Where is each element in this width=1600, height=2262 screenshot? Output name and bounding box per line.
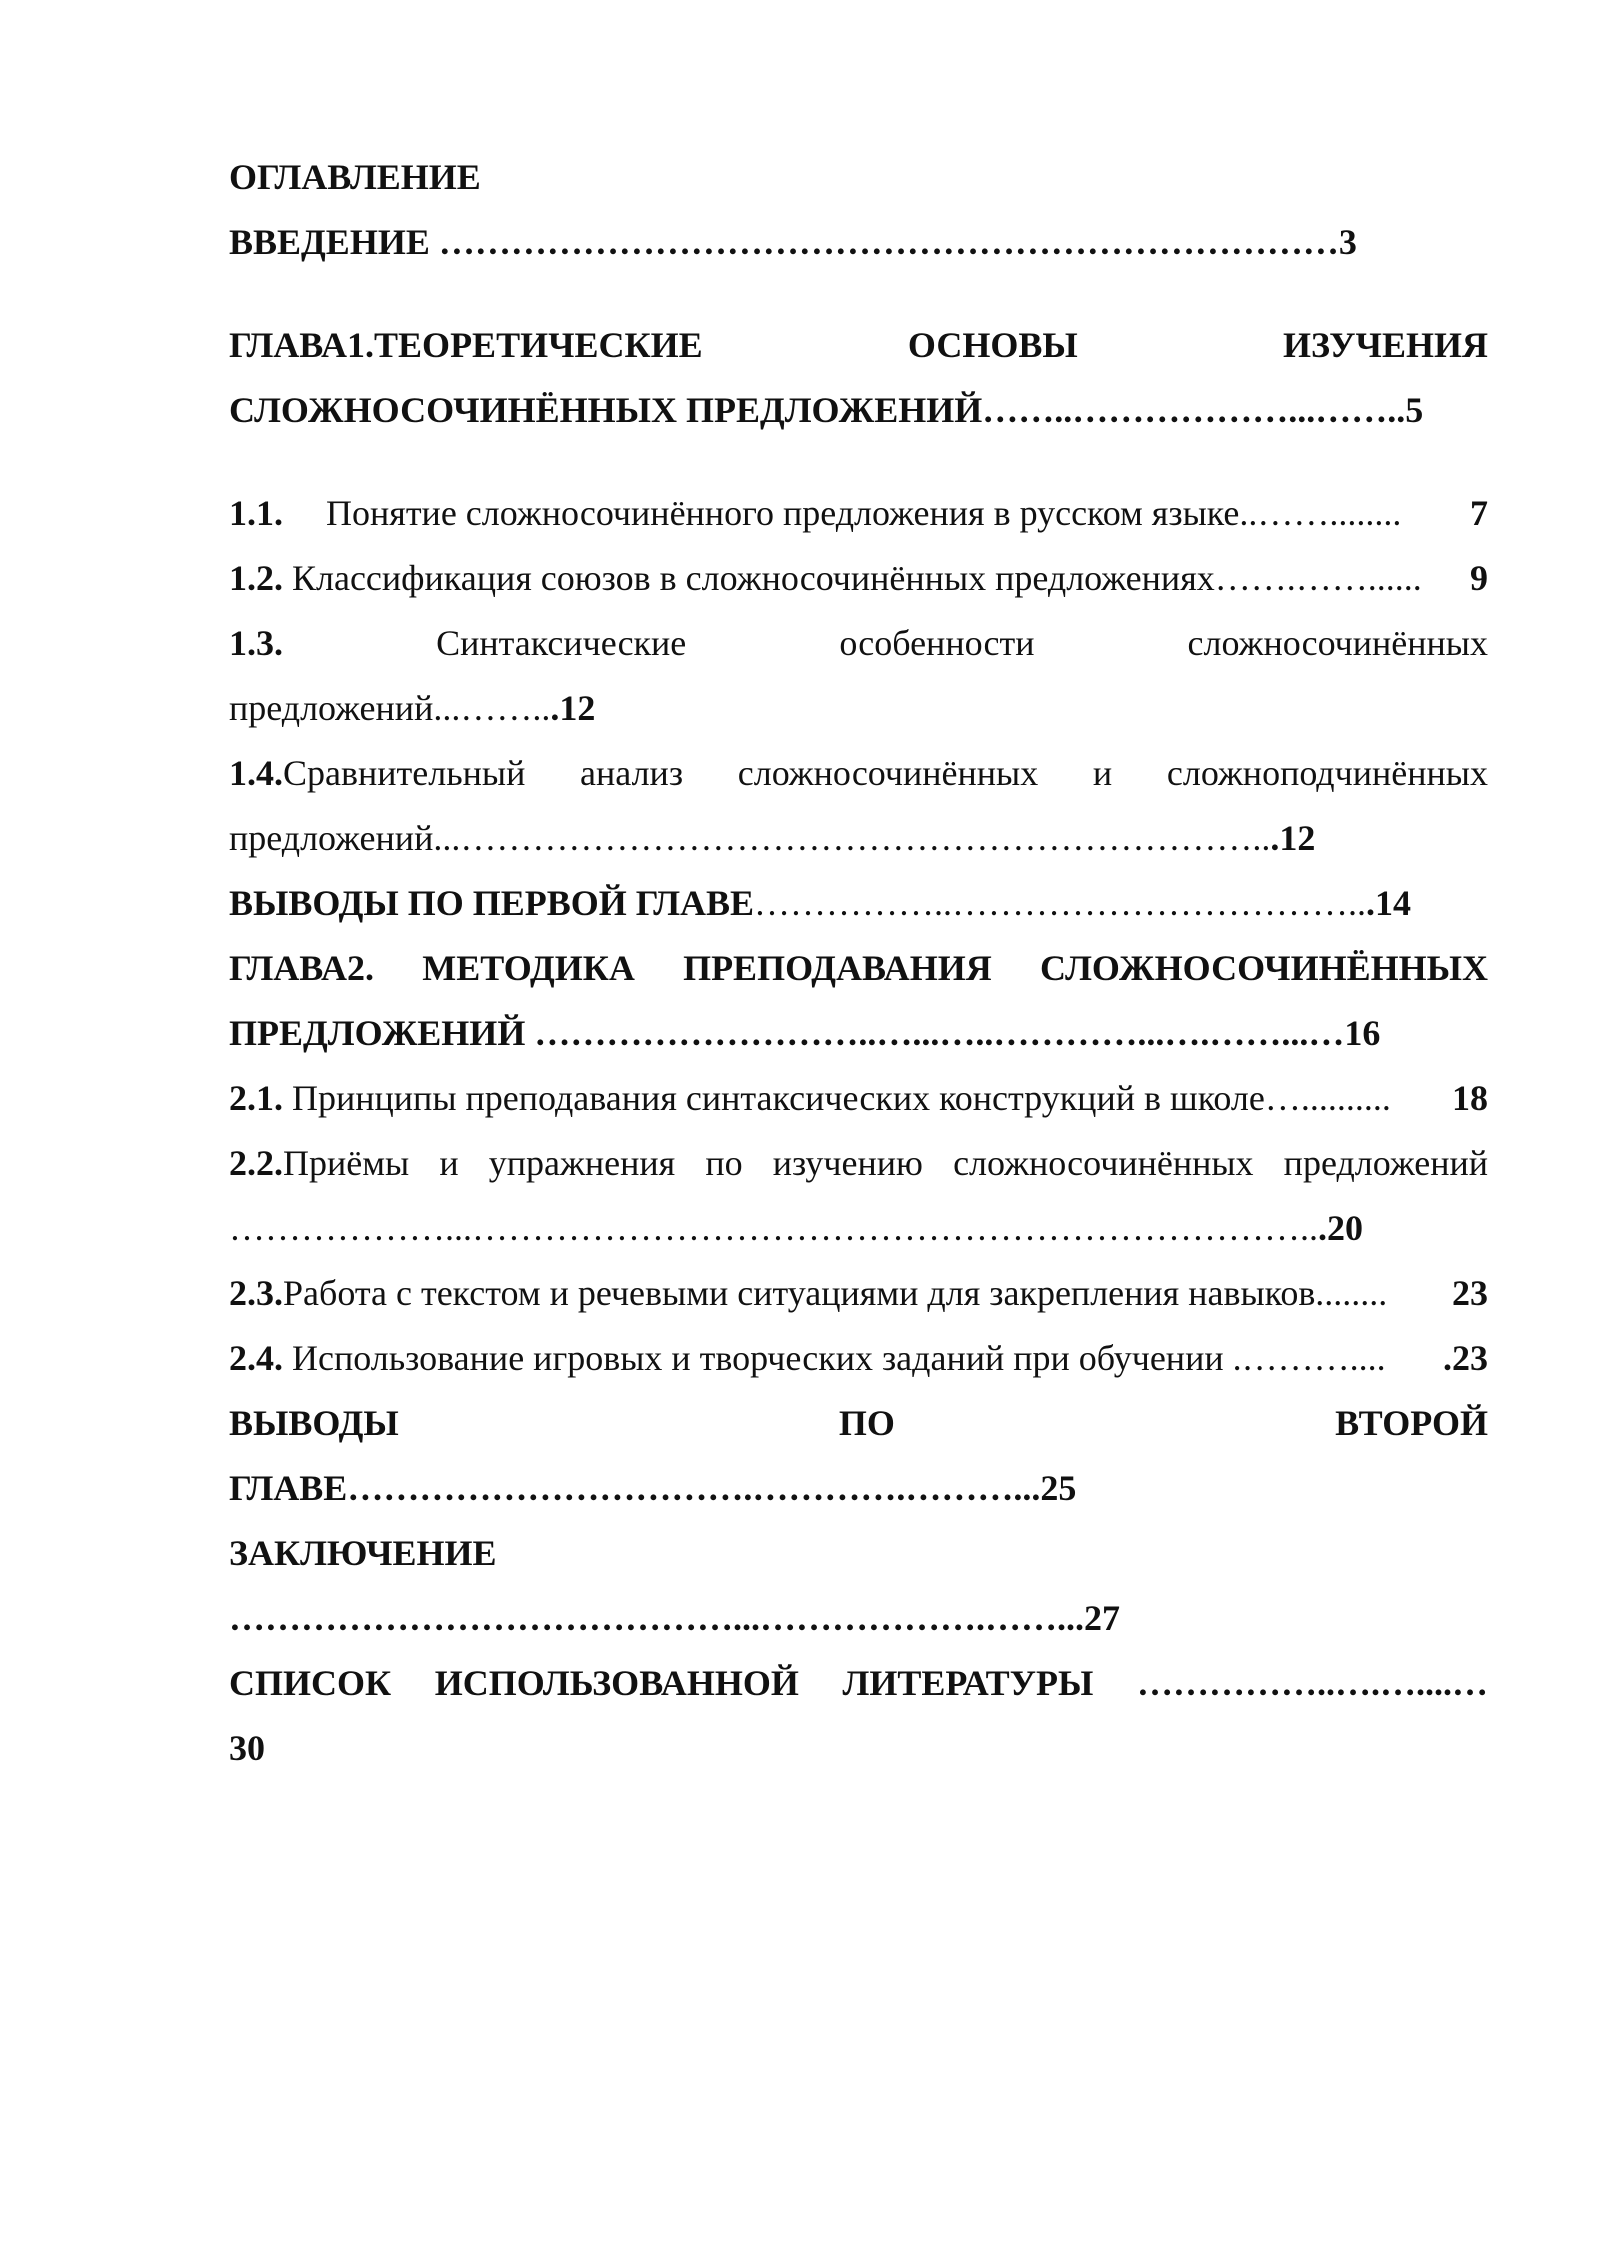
section-number: 2.1. bbox=[229, 1078, 283, 1118]
section-number: 2.2. bbox=[229, 1143, 283, 1183]
toc-final-conclusion-line2: ……………………………………...……………….……...27 bbox=[229, 1598, 1120, 1638]
toc-section-1-1 bbox=[229, 481, 1488, 546]
toc-section-2-3 bbox=[229, 1261, 1488, 1326]
toc-intro: ВВЕДЕНИЕ …………………………………………………………………3 bbox=[229, 222, 1357, 262]
chapter2-word: МЕТОДИКА bbox=[422, 948, 635, 988]
chapter2-word: ПРЕПОДАВАНИЯ bbox=[683, 948, 992, 988]
section-word: изучению bbox=[772, 1143, 923, 1183]
section-word: по bbox=[705, 1143, 743, 1183]
section-number: 1.4. bbox=[229, 753, 283, 793]
toc-heading: ОГЛАВЛЕНИЕ bbox=[229, 157, 481, 197]
toc-section-1-3-line2 bbox=[229, 676, 1488, 741]
section-number: 1.1. bbox=[229, 493, 283, 533]
toc-section-1-2 bbox=[229, 546, 1488, 611]
toc-conclusion-chapter1 bbox=[229, 871, 1488, 936]
section-word: и bbox=[439, 1143, 459, 1183]
section-word: и bbox=[1092, 753, 1113, 793]
section-word: Сравнительный bbox=[283, 753, 526, 793]
section-word: особенности bbox=[839, 623, 1035, 663]
toc-final-conclusion: ЗАКЛЮЧЕНИЕ bbox=[229, 1533, 497, 1573]
toc-section-2-2-line2 bbox=[229, 1196, 1488, 1261]
leader-dots: ……………..…………………………….. bbox=[754, 883, 1367, 923]
section-page: .23 bbox=[1443, 1338, 1488, 1378]
section-page: .14 bbox=[1366, 883, 1412, 923]
chapter1-word: ИЗУЧЕНИЯ bbox=[1283, 325, 1488, 365]
toc-references-line1 bbox=[229, 1651, 1488, 1716]
section-word: сложноподчинённых bbox=[1166, 753, 1488, 793]
section-page: 9 bbox=[1470, 558, 1488, 598]
toc-chapter2-line2: ПРЕДЛОЖЕНИЙ ………………………..…...…..…………...….……...…16 bbox=[229, 1013, 1381, 1053]
chapter2-word: ГЛАВА2. bbox=[229, 948, 375, 988]
section-page: 23 bbox=[1452, 1273, 1488, 1313]
toc-section-1-3-line1 bbox=[229, 611, 1488, 676]
section-word: Синтаксические bbox=[436, 623, 687, 663]
toc-section-1-4-line2 bbox=[229, 806, 1488, 871]
section-number: 2.4. bbox=[229, 1338, 283, 1378]
chapter1-word: ОСНОВЫ bbox=[907, 325, 1078, 365]
section-word: сложносочинённых bbox=[1187, 623, 1488, 663]
section-title: ВЫВОДЫ ПО ПЕРВОЙ ГЛАВЕ bbox=[229, 883, 755, 923]
section-title: предложений...…….. bbox=[229, 688, 551, 728]
references-word: ИСПОЛЬЗОВАННОЙ bbox=[434, 1663, 799, 1703]
conclusion2-word: ВТОРОЙ bbox=[1335, 1403, 1488, 1443]
section-title: Понятие сложносочинённого предложения в русском языке..……........ bbox=[326, 493, 1402, 533]
conclusion2-word: ПО bbox=[838, 1403, 895, 1443]
toc-conclusion-chapter2-line2: ГЛАВЕ…………………………….………….………...25 bbox=[229, 1468, 1077, 1508]
spacer bbox=[229, 275, 1488, 313]
toc-chapter2-line1 bbox=[229, 936, 1488, 1001]
toc-conclusion-chapter2-line1 bbox=[229, 1391, 1488, 1456]
section-word: Приёмы bbox=[283, 1143, 410, 1183]
toc-chapter1-line1 bbox=[229, 313, 1488, 378]
section-page: 7 bbox=[1470, 493, 1488, 533]
section-title: Работа с текстом и речевыми ситуациями для закрепления навыков........ bbox=[283, 1273, 1388, 1313]
section-title: Использование игровых и творческих заданий при обучении .……….... bbox=[283, 1338, 1386, 1378]
references-word: СПИСОК bbox=[229, 1663, 392, 1703]
references-word: ……………..….…....… bbox=[1137, 1663, 1488, 1703]
section-page: .12 bbox=[1270, 818, 1316, 858]
chapter1-word: ГЛАВА1.ТЕОРЕТИЧЕСКИЕ bbox=[229, 325, 703, 365]
section-title: Принципы преподавания синтаксических конструкций в школе….......... bbox=[283, 1078, 1391, 1118]
section-page: .20 bbox=[1318, 1208, 1363, 1248]
leader-dots: ………………...…………………………………………………………….. bbox=[229, 1208, 1318, 1248]
toc-section-2-2-line1 bbox=[229, 1131, 1488, 1196]
section-title: предложений...………………………………………………………….. bbox=[229, 818, 1271, 858]
section-word: сложносочинённых bbox=[953, 1143, 1254, 1183]
references-word: ЛИТЕРАТУРЫ bbox=[842, 1663, 1094, 1703]
toc-chapter1-line2: СЛОЖНОСОЧИНЁННЫХ ПРЕДЛОЖЕНИЙ……..………………...……..5 bbox=[229, 390, 1424, 430]
section-word: упражнения bbox=[488, 1143, 676, 1183]
toc-references-line2: 30 bbox=[229, 1728, 265, 1768]
toc-section-1-4-line1 bbox=[229, 741, 1488, 806]
section-title: Классификация союзов в сложносочинённых предложениях…….……...... bbox=[283, 558, 1422, 598]
conclusion2-word: ВЫВОДЫ bbox=[229, 1403, 399, 1443]
section-page: 18 bbox=[1452, 1078, 1488, 1118]
section-word: сложносочинённых bbox=[737, 753, 1039, 793]
toc-section-2-1 bbox=[229, 1066, 1488, 1131]
section-number: 1.2. bbox=[229, 558, 283, 598]
section-word: анализ bbox=[580, 753, 684, 793]
table-of-contents bbox=[229, 145, 1488, 1781]
chapter2-word: СЛОЖНОСОЧИНЁННЫХ bbox=[1040, 948, 1488, 988]
section-number: 2.3. bbox=[229, 1273, 283, 1313]
toc-section-2-4 bbox=[229, 1326, 1488, 1391]
section-page: .12 bbox=[550, 688, 596, 728]
spacer bbox=[229, 443, 1488, 481]
section-word: предложений bbox=[1283, 1143, 1488, 1183]
section-number: 1.3. bbox=[229, 623, 283, 663]
